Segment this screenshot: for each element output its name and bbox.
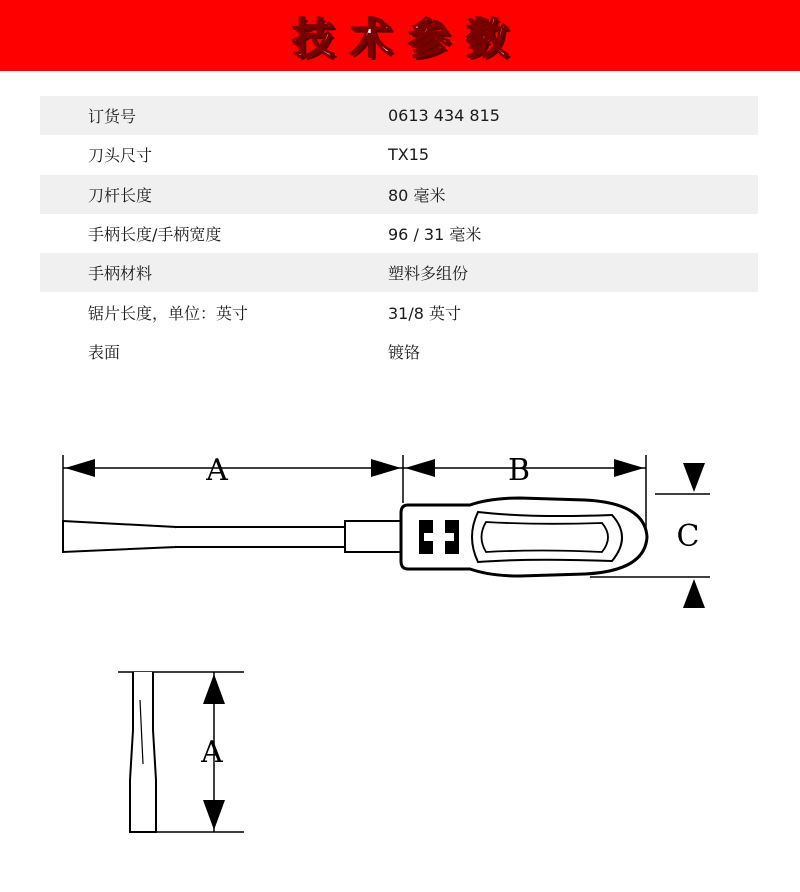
spec-label: 手柄长度/手柄宽度 <box>88 225 222 245</box>
spec-value: 31/8 英寸 <box>388 303 462 323</box>
spec-label: 刀杆长度 <box>88 185 153 205</box>
spec-value: 镀铬 <box>388 342 421 362</box>
spec-value: 塑料多组份 <box>388 264 469 284</box>
spec-label: 表面 <box>88 342 121 362</box>
spec-label: 手柄材料 <box>88 264 153 284</box>
spec-value: 80 毫米 <box>388 185 446 205</box>
spec-label: 锯片长度，单位：英寸 <box>88 303 249 323</box>
banner-title: 技术参数 <box>291 13 524 63</box>
screwdriver-tip-view <box>130 672 156 832</box>
spec-label: 订货号 <box>88 107 137 127</box>
spec-value: 96 / 31 毫米 <box>388 225 482 245</box>
dimension-label-c: C <box>676 519 700 554</box>
dimension-label-a: A <box>206 453 228 488</box>
spec-value: 0613 434 815 <box>388 106 500 126</box>
dimension-label-tip-a: A <box>201 735 223 770</box>
spec-label: 刀头尺寸 <box>88 146 153 166</box>
spec-value: TX15 <box>388 145 430 165</box>
dimension-label-b: B <box>507 453 531 488</box>
screwdriver-side-view <box>63 498 647 576</box>
